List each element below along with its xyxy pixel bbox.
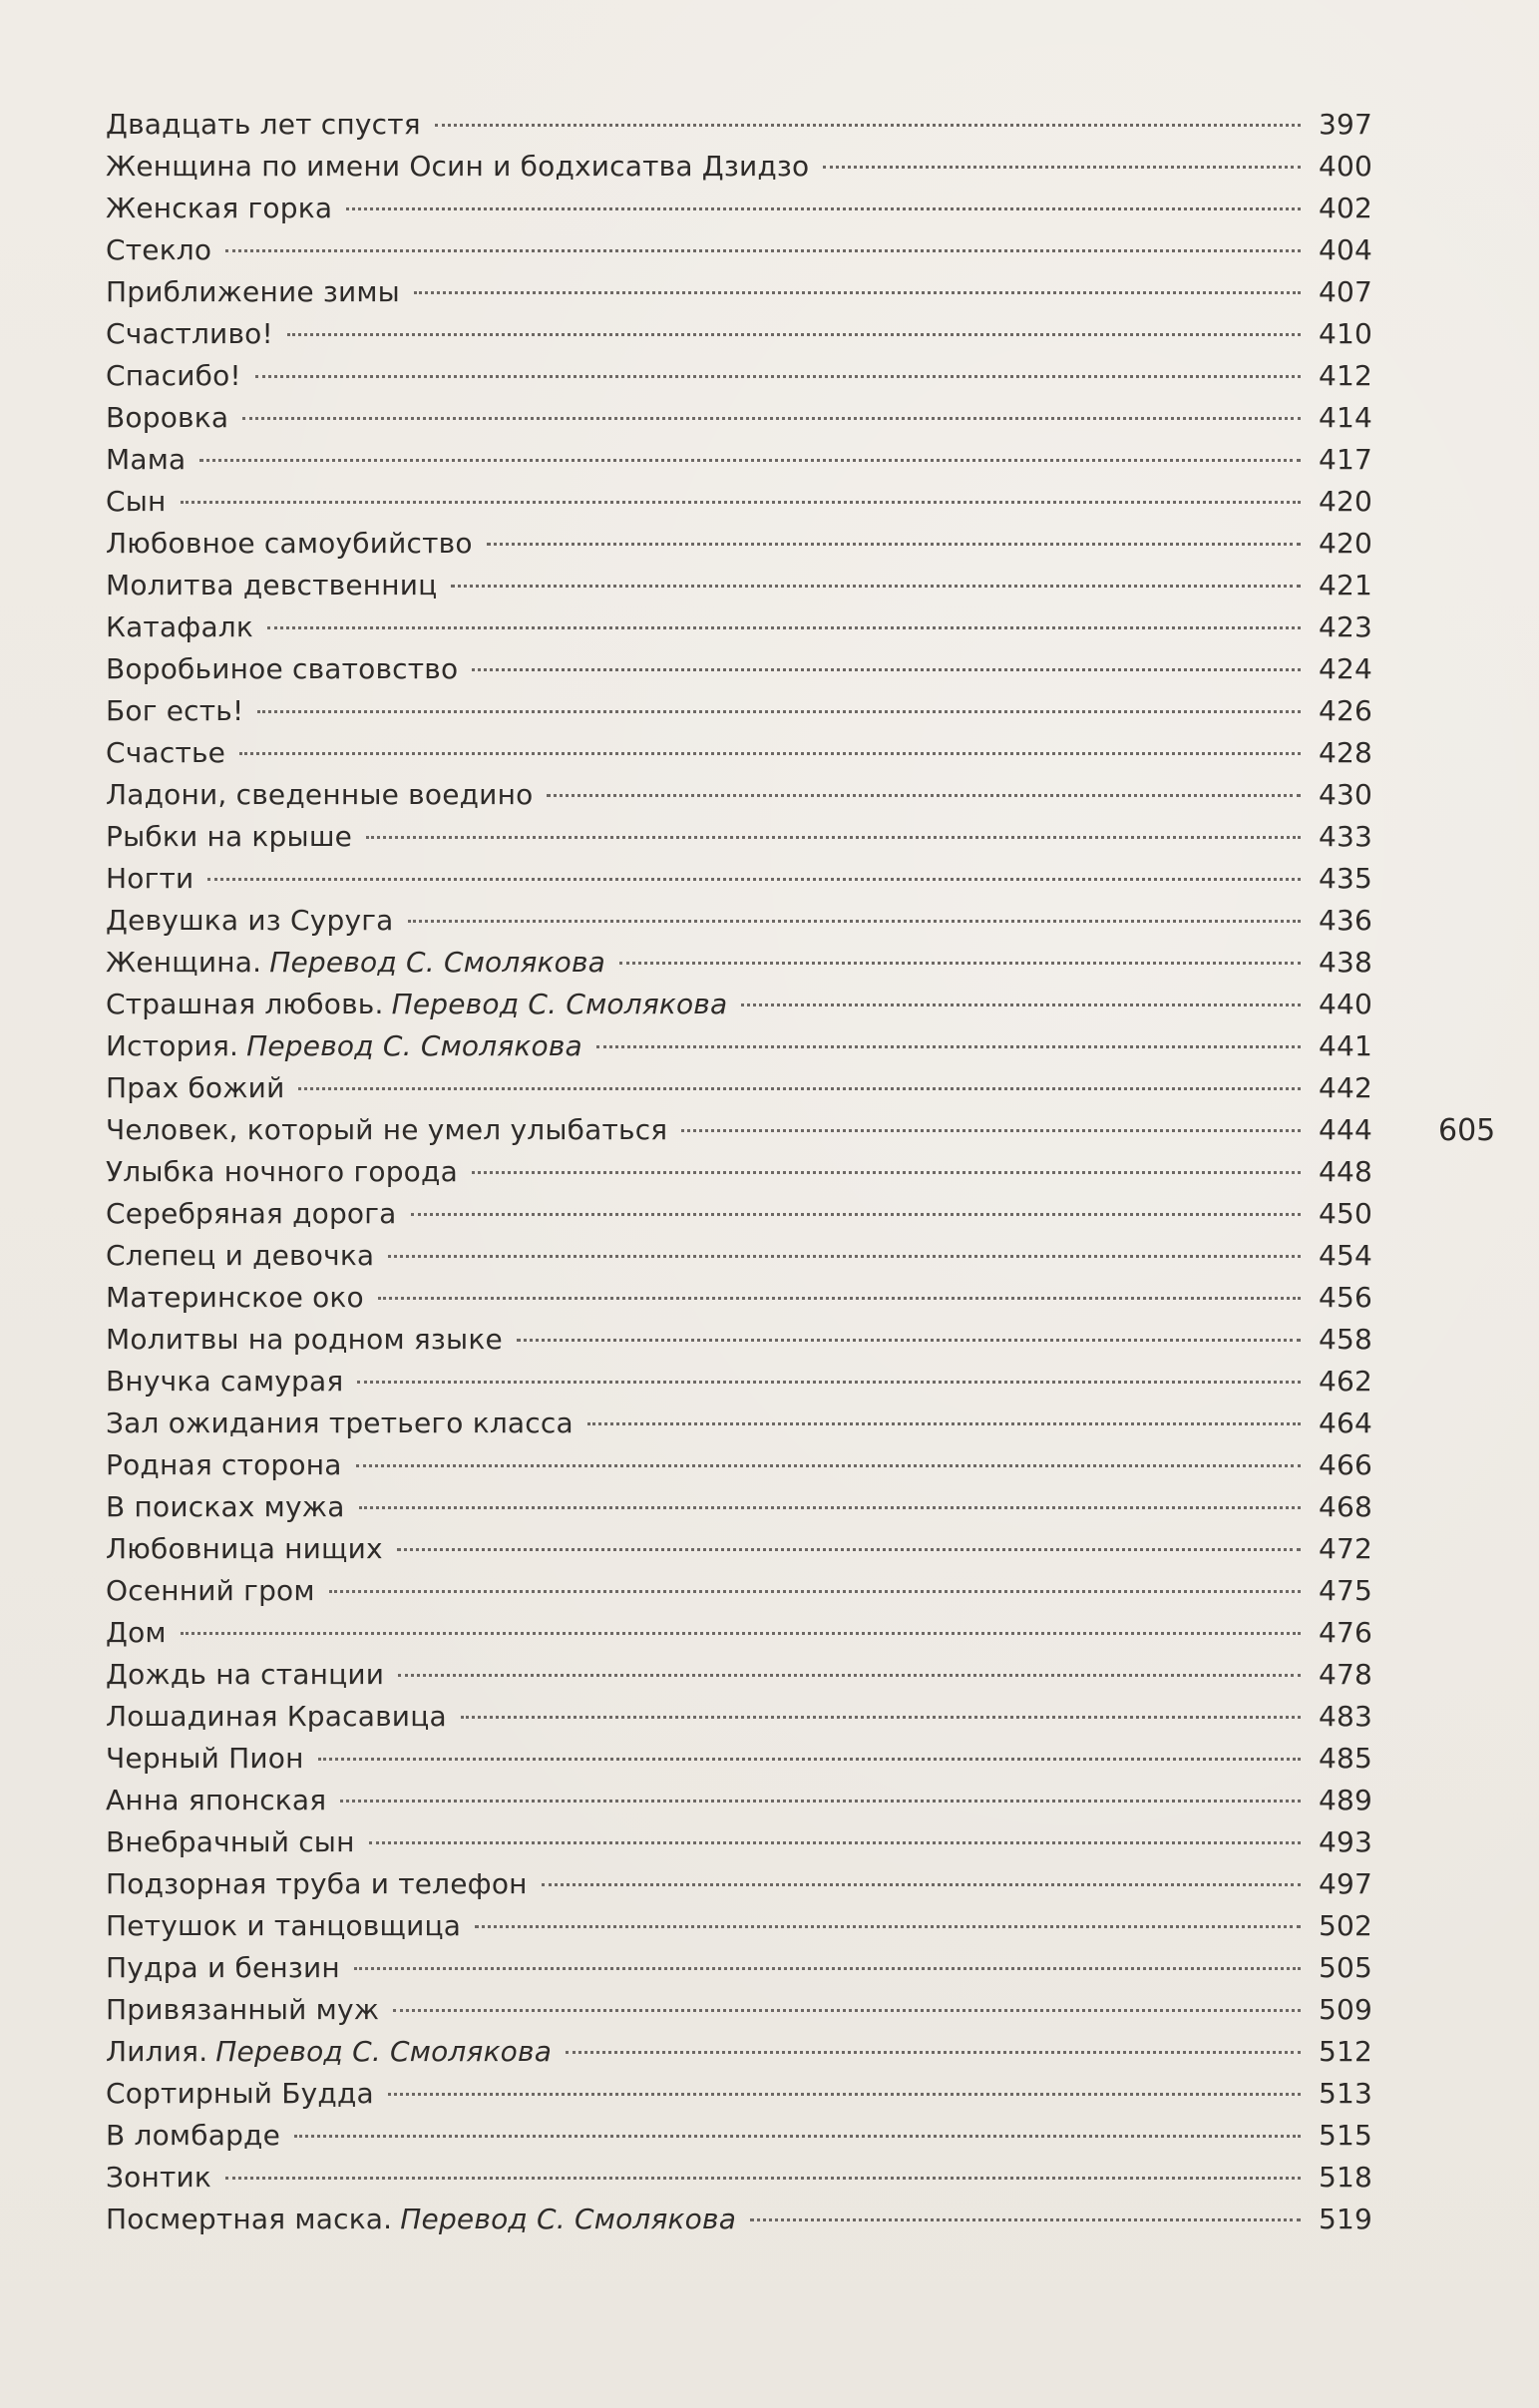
toc-entry bbox=[106, 606, 1372, 648]
toc-entry bbox=[106, 1193, 1372, 1235]
dot-leader bbox=[225, 2177, 1301, 2180]
toc-entry bbox=[106, 355, 1372, 397]
toc-entry-page-number: 424 bbox=[1318, 652, 1372, 685]
toc-entry-page-number: 505 bbox=[1318, 1951, 1372, 1984]
dot-leader bbox=[414, 291, 1301, 294]
toc-entry-page-number: 502 bbox=[1318, 1909, 1372, 1942]
toc-entry-page-number: 512 bbox=[1318, 2035, 1372, 2068]
dot-leader bbox=[475, 1925, 1301, 1928]
dot-leader bbox=[547, 794, 1301, 797]
toc-entry-page-number: 462 bbox=[1318, 1365, 1372, 1398]
dot-leader bbox=[750, 2218, 1301, 2221]
toc-entry-title: В ломбарде bbox=[106, 2119, 281, 2152]
toc-entry bbox=[106, 690, 1372, 732]
toc-entry-page-number: 489 bbox=[1318, 1784, 1372, 1816]
dot-leader bbox=[242, 417, 1301, 420]
toc-entry bbox=[106, 229, 1372, 271]
dot-leader bbox=[359, 1506, 1301, 1509]
toc-entry bbox=[106, 900, 1372, 942]
toc-entry bbox=[106, 732, 1372, 774]
dot-leader bbox=[388, 1255, 1301, 1258]
toc-entry-page-number: 417 bbox=[1318, 443, 1372, 476]
toc-entry-page-number: 466 bbox=[1318, 1448, 1372, 1481]
toc-entry-title: История. bbox=[106, 1029, 239, 1062]
table-of-contents bbox=[106, 104, 1372, 2240]
toc-entry-title: Женщина. bbox=[106, 946, 262, 979]
toc-entry-page-number: 497 bbox=[1318, 1867, 1372, 1900]
toc-entry-title: Страшная любовь. bbox=[106, 988, 384, 1020]
toc-entry bbox=[106, 1654, 1372, 1696]
toc-entry-title: Анна японская bbox=[106, 1784, 327, 1816]
toc-entry bbox=[106, 858, 1372, 900]
toc-entry-title: Лошадиная Красавица bbox=[106, 1700, 447, 1733]
toc-entry-title: Человек, который не умел улыбаться bbox=[106, 1113, 668, 1146]
toc-entry-page-number: 407 bbox=[1318, 275, 1372, 308]
toc-entry-page-number: 435 bbox=[1318, 862, 1372, 895]
dot-leader bbox=[388, 2093, 1301, 2096]
dot-leader bbox=[239, 752, 1301, 755]
toc-entry bbox=[106, 1570, 1372, 1612]
toc-entry-page-number: 518 bbox=[1318, 2161, 1372, 2194]
toc-entry bbox=[106, 313, 1372, 355]
toc-entry-page-number: 448 bbox=[1318, 1155, 1372, 1188]
toc-entry-title: Рыбки на крыше bbox=[106, 820, 353, 853]
toc-entry-title: Привязанный муж bbox=[106, 1993, 380, 2026]
toc-entry bbox=[106, 1905, 1372, 1947]
toc-entry-title: Воробьиное сватовство bbox=[106, 652, 459, 685]
toc-entry-title: Спасибо! bbox=[106, 359, 241, 392]
toc-entry bbox=[106, 523, 1372, 565]
dot-leader bbox=[294, 2135, 1301, 2138]
toc-entry bbox=[106, 774, 1372, 816]
dot-leader bbox=[741, 1003, 1301, 1006]
toc-entry-page-number: 458 bbox=[1318, 1323, 1372, 1356]
toc-entry-title: Дождь на станции bbox=[106, 1658, 385, 1691]
toc-entry-page-number: 423 bbox=[1318, 610, 1372, 643]
toc-entry-title: Зонтик bbox=[106, 2161, 212, 2194]
page-number: 605 bbox=[1438, 1113, 1496, 1148]
toc-entry bbox=[106, 271, 1372, 313]
dot-leader bbox=[255, 375, 1301, 378]
toc-entry-title: Ногти bbox=[106, 862, 194, 895]
dot-leader bbox=[517, 1339, 1301, 1342]
toc-entry-page-number: 400 bbox=[1318, 150, 1372, 183]
dot-leader bbox=[356, 1464, 1301, 1467]
toc-entry-title: Зал ожидания третьего класса bbox=[106, 1406, 574, 1439]
toc-entry-page-number: 472 bbox=[1318, 1532, 1372, 1565]
toc-entry-title: Осенний гром bbox=[106, 1574, 315, 1607]
toc-entry-page-number: 450 bbox=[1318, 1197, 1372, 1230]
dot-leader bbox=[619, 962, 1301, 965]
toc-entry-title: Девушка из Суруга bbox=[106, 904, 394, 937]
toc-entry-page-number: 412 bbox=[1318, 359, 1372, 392]
toc-entry bbox=[106, 1067, 1372, 1109]
toc-entry-title: Внучка самурая bbox=[106, 1365, 344, 1398]
dot-leader bbox=[487, 543, 1301, 546]
toc-entry bbox=[106, 2073, 1372, 2115]
toc-entry-translator: Перевод С. Смолякова bbox=[269, 946, 606, 979]
toc-entry bbox=[106, 481, 1372, 523]
toc-entry-page-number: 438 bbox=[1318, 946, 1372, 979]
dot-leader bbox=[207, 878, 1301, 881]
toc-entry bbox=[106, 1821, 1372, 1863]
toc-entry-page-number: 404 bbox=[1318, 233, 1372, 266]
toc-entry bbox=[106, 2157, 1372, 2199]
toc-entry-page-number: 519 bbox=[1318, 2203, 1372, 2235]
toc-entry bbox=[106, 2199, 1372, 2240]
toc-entry-title: Слепец и девочка bbox=[106, 1239, 375, 1272]
toc-entry-title: Бог есть! bbox=[106, 694, 244, 727]
toc-entry-page-number: 444 bbox=[1318, 1113, 1372, 1146]
toc-entry-page-number: 414 bbox=[1318, 401, 1372, 434]
dot-leader bbox=[181, 1632, 1301, 1635]
dot-leader bbox=[408, 920, 1302, 923]
dot-leader bbox=[366, 836, 1301, 839]
toc-entry-title: Молитвы на родном языке bbox=[106, 1323, 503, 1356]
toc-entry-translator: Перевод С. Смолякова bbox=[215, 2035, 553, 2068]
toc-entry-page-number: 440 bbox=[1318, 988, 1372, 1020]
dot-leader bbox=[397, 1548, 1301, 1551]
toc-entry-page-number: 421 bbox=[1318, 569, 1372, 602]
toc-entry-title: Женщина по имени Осин и бодхисатва Дзидзо bbox=[106, 150, 810, 183]
toc-entry bbox=[106, 1612, 1372, 1654]
toc-entry-page-number: 468 bbox=[1318, 1490, 1372, 1523]
toc-entry bbox=[106, 1151, 1372, 1193]
toc-entry-title: Любовное самоубийство bbox=[106, 527, 473, 560]
dot-leader bbox=[472, 668, 1301, 671]
dot-leader bbox=[461, 1716, 1301, 1719]
toc-entry bbox=[106, 1403, 1372, 1444]
dot-leader bbox=[542, 1883, 1301, 1886]
toc-entry-title: Родная сторона bbox=[106, 1448, 342, 1481]
toc-entry bbox=[106, 1863, 1372, 1905]
toc-entry bbox=[106, 1277, 1372, 1319]
dot-leader bbox=[199, 459, 1301, 462]
toc-entry-page-number: 464 bbox=[1318, 1406, 1372, 1439]
toc-entry-title: Прах божий bbox=[106, 1071, 285, 1104]
toc-entry-page-number: 478 bbox=[1318, 1658, 1372, 1691]
toc-entry bbox=[106, 146, 1372, 188]
dot-leader bbox=[287, 333, 1301, 336]
dot-leader bbox=[346, 207, 1301, 210]
toc-entry bbox=[106, 1989, 1372, 2031]
toc-entry-title: Сын bbox=[106, 485, 167, 518]
dot-leader bbox=[354, 1967, 1301, 1970]
toc-entry bbox=[106, 1109, 1372, 1151]
dot-leader bbox=[181, 501, 1301, 504]
toc-entry bbox=[106, 1319, 1372, 1361]
toc-entry-page-number: 454 bbox=[1318, 1239, 1372, 1272]
toc-entry bbox=[106, 188, 1372, 229]
toc-entry-page-number: 476 bbox=[1318, 1616, 1372, 1649]
dot-leader bbox=[267, 626, 1301, 629]
toc-entry-title: Дом bbox=[106, 1616, 167, 1649]
toc-entry-title: Счастливо! bbox=[106, 317, 273, 350]
toc-entry-page-number: 428 bbox=[1318, 736, 1372, 769]
toc-entry-title: Черный Пион bbox=[106, 1742, 304, 1775]
dot-leader bbox=[823, 166, 1301, 169]
dot-leader bbox=[298, 1087, 1301, 1090]
toc-entry-title: Счастье bbox=[106, 736, 226, 769]
toc-entry-title: Мама bbox=[106, 443, 187, 476]
toc-entry-page-number: 441 bbox=[1318, 1029, 1372, 1062]
dot-leader bbox=[329, 1590, 1301, 1593]
toc-entry bbox=[106, 1738, 1372, 1780]
toc-entry-title: Воровка bbox=[106, 401, 229, 434]
toc-entry bbox=[106, 1025, 1372, 1067]
toc-entry-page-number: 483 bbox=[1318, 1700, 1372, 1733]
dot-leader bbox=[369, 1841, 1301, 1844]
toc-entry bbox=[106, 1235, 1372, 1277]
toc-entry-page-number: 397 bbox=[1318, 108, 1372, 141]
dot-leader bbox=[357, 1381, 1301, 1384]
toc-entry-page-number: 456 bbox=[1318, 1281, 1372, 1314]
toc-entry-title: Посмертная маска. bbox=[106, 2203, 393, 2235]
toc-entry bbox=[106, 1361, 1372, 1403]
toc-entry-page-number: 426 bbox=[1318, 694, 1372, 727]
toc-entry-translator: Перевод С. Смолякова bbox=[400, 2203, 737, 2235]
toc-entry bbox=[106, 1696, 1372, 1738]
toc-entry-title: Подзорная труба и телефон bbox=[106, 1867, 528, 1900]
toc-entry-page-number: 402 bbox=[1318, 192, 1372, 224]
toc-entry-page-number: 420 bbox=[1318, 485, 1372, 518]
toc-entry bbox=[106, 104, 1372, 146]
toc-entry-page-number: 493 bbox=[1318, 1825, 1372, 1858]
toc-entry-page-number: 475 bbox=[1318, 1574, 1372, 1607]
dot-leader bbox=[318, 1758, 1301, 1761]
dot-leader bbox=[566, 2051, 1301, 2054]
toc-entry-title: Внебрачный сын bbox=[106, 1825, 355, 1858]
toc-entry bbox=[106, 2115, 1372, 2157]
toc-entry bbox=[106, 1444, 1372, 1486]
toc-entry bbox=[106, 1528, 1372, 1570]
toc-entry-title: Сортирный Будда bbox=[106, 2077, 374, 2110]
dot-leader bbox=[340, 1800, 1301, 1803]
toc-entry-title: В поисках мужа bbox=[106, 1490, 345, 1523]
toc-entry bbox=[106, 942, 1372, 984]
dot-leader bbox=[411, 1213, 1301, 1216]
toc-entry-title: Молитва девственниц bbox=[106, 569, 438, 602]
toc-entry-title: Улыбка ночного города bbox=[106, 1155, 458, 1188]
toc-entry-title: Пудра и бензин bbox=[106, 1951, 340, 1984]
dot-leader bbox=[435, 124, 1301, 127]
toc-entry-page-number: 515 bbox=[1318, 2119, 1372, 2152]
toc-entry-page-number: 433 bbox=[1318, 820, 1372, 853]
toc-entry bbox=[106, 2031, 1372, 2073]
toc-entry-page-number: 509 bbox=[1318, 1993, 1372, 2026]
toc-entry-title: Любовница нищих bbox=[106, 1532, 383, 1565]
dot-leader bbox=[378, 1297, 1301, 1300]
dot-leader bbox=[587, 1422, 1301, 1425]
dot-leader bbox=[472, 1171, 1301, 1174]
dot-leader bbox=[257, 710, 1301, 713]
dot-leader bbox=[681, 1129, 1301, 1132]
dot-leader bbox=[451, 585, 1301, 588]
toc-entry-title: Материнское око bbox=[106, 1281, 364, 1314]
toc-entry-title: Серебряная дорога bbox=[106, 1197, 397, 1230]
toc-entry-title: Лилия. bbox=[106, 2035, 208, 2068]
toc-entry bbox=[106, 984, 1372, 1025]
toc-entry-translator: Перевод С. Смолякова bbox=[391, 988, 728, 1020]
dot-leader bbox=[393, 2009, 1301, 2012]
toc-entry bbox=[106, 565, 1372, 606]
toc-entry-page-number: 436 bbox=[1318, 904, 1372, 937]
dot-leader bbox=[596, 1045, 1301, 1048]
toc-entry-page-number: 485 bbox=[1318, 1742, 1372, 1775]
toc-entry bbox=[106, 1486, 1372, 1528]
toc-entry bbox=[106, 1780, 1372, 1821]
toc-entry bbox=[106, 648, 1372, 690]
dot-leader bbox=[398, 1674, 1301, 1677]
toc-entry-page-number: 513 bbox=[1318, 2077, 1372, 2110]
toc-entry-title: Петушок и танцовщица bbox=[106, 1909, 462, 1942]
toc-entry bbox=[106, 816, 1372, 858]
toc-entry-title: Женская горка bbox=[106, 192, 333, 224]
toc-entry-page-number: 410 bbox=[1318, 317, 1372, 350]
dot-leader bbox=[225, 249, 1301, 252]
toc-entry-page-number: 420 bbox=[1318, 527, 1372, 560]
toc-entry-title: Катафалк bbox=[106, 610, 254, 643]
toc-entry bbox=[106, 1947, 1372, 1989]
toc-entry-page-number: 442 bbox=[1318, 1071, 1372, 1104]
toc-entry-title: Стекло bbox=[106, 233, 212, 266]
toc-entry-translator: Перевод С. Смолякова bbox=[246, 1029, 582, 1062]
toc-entry-title: Приближение зимы bbox=[106, 275, 400, 308]
toc-entry bbox=[106, 439, 1372, 481]
toc-entry-title: Ладони, сведенные воедино bbox=[106, 778, 534, 811]
toc-entry bbox=[106, 397, 1372, 439]
toc-entry-title: Двадцать лет спустя bbox=[106, 108, 421, 141]
toc-entry-page-number: 430 bbox=[1318, 778, 1372, 811]
